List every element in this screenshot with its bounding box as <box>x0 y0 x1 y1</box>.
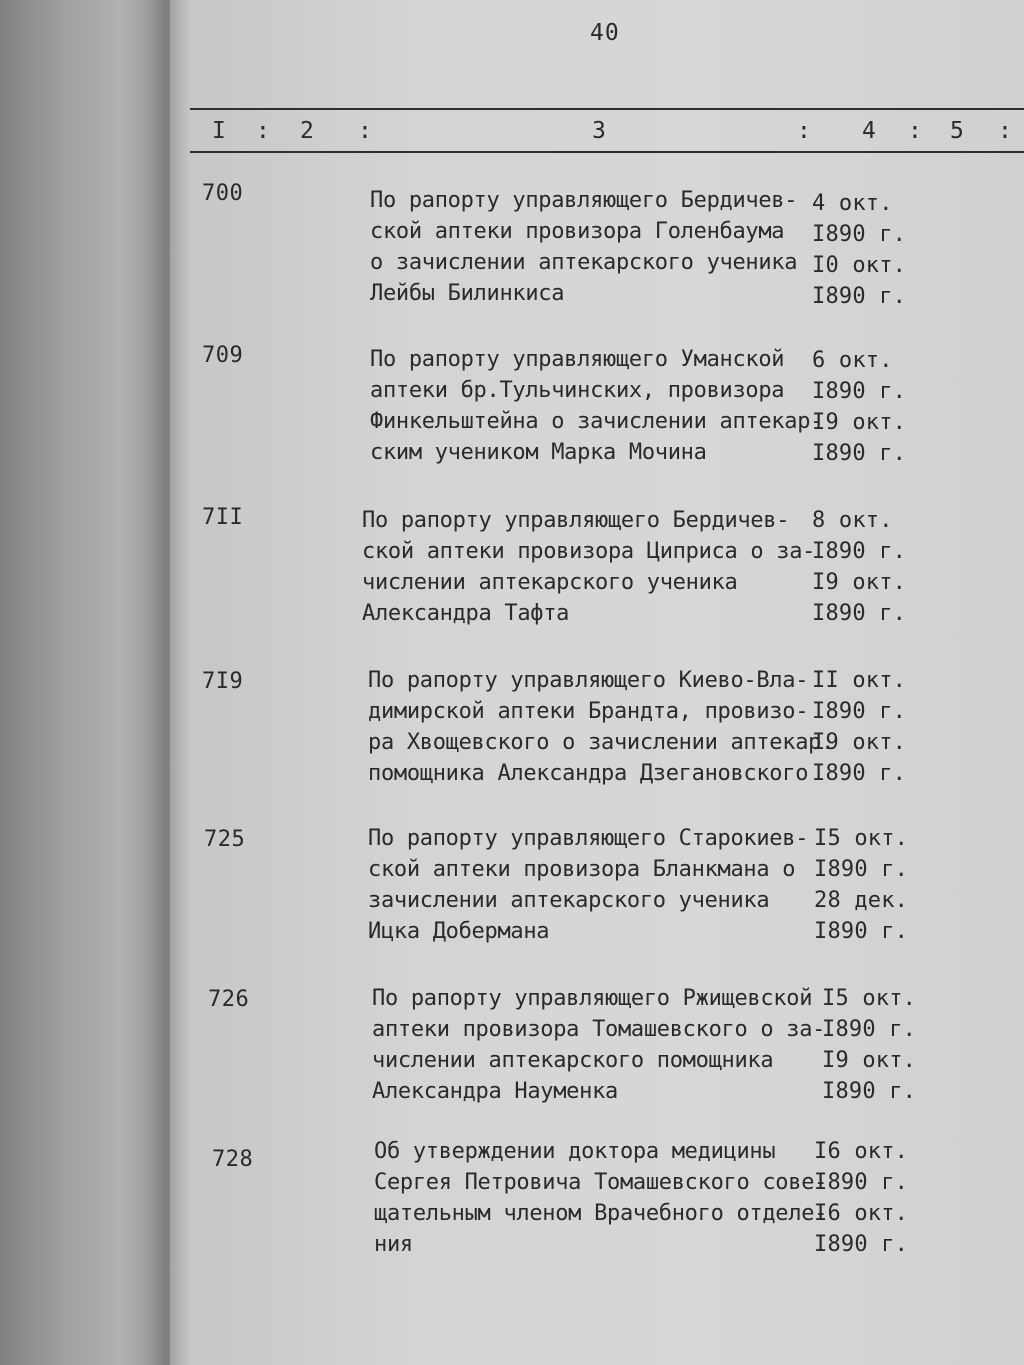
entry-number: 725 <box>204 827 246 852</box>
date-line: I0 окт. <box>812 253 907 278</box>
date-line: I5 окт. <box>822 986 917 1011</box>
entry-number: 700 <box>202 181 244 206</box>
description-line: Александра Науменка <box>372 1079 618 1104</box>
description-line: По рапорту управляющего Киево-Вла- <box>368 668 809 693</box>
description-line: помощника Александра Дзегановского <box>368 761 809 786</box>
date-line: I890 г. <box>812 222 907 247</box>
entry-dates <box>812 188 906 312</box>
entry-description <box>370 344 823 468</box>
description-line: димирской аптеки Брандта, провизо- <box>368 699 809 724</box>
date-line: I890 г. <box>812 441 907 466</box>
description-line: По рапорту управляющего Старокиев- <box>368 826 809 851</box>
date-line: I9 окт. <box>812 410 907 435</box>
entry-description <box>362 505 815 629</box>
date-line: I6 окт. <box>814 1201 909 1226</box>
date-line: I890 г. <box>812 601 907 626</box>
header-bottom-rule <box>190 151 1024 153</box>
entry-number: 7II <box>202 505 244 530</box>
description-line: По рапорту управляющего Ржищевской <box>372 986 813 1011</box>
column-header-separator: : <box>797 118 811 144</box>
description-line: числении аптекарского ученика <box>362 570 738 595</box>
entry-dates <box>812 345 906 469</box>
entry-description <box>368 665 834 789</box>
description-line: Ицка Добермана <box>368 919 550 944</box>
column-header-separator: : <box>998 118 1012 144</box>
date-line: I890 г. <box>814 857 909 882</box>
description-line: о зачислении аптекарского ученика <box>370 250 798 275</box>
date-line: 8 окт. <box>812 508 893 533</box>
entry-description <box>374 1136 827 1260</box>
description-line: числении аптекарского помощника <box>372 1048 774 1073</box>
description-line: Лейбы Билинкиса <box>370 281 565 306</box>
entry-dates <box>812 665 906 789</box>
entry-description <box>372 983 825 1107</box>
date-line: I890 г. <box>812 761 907 786</box>
date-line: I890 г. <box>822 1017 917 1042</box>
page-number: 40 <box>590 20 620 46</box>
entry-description <box>368 823 808 947</box>
date-line: I6 окт. <box>814 1139 909 1164</box>
date-line: I890 г. <box>814 919 909 944</box>
date-line: I890 г. <box>814 1232 909 1257</box>
column-header-separator: : <box>256 118 270 144</box>
date-line: I890 г. <box>812 284 907 309</box>
date-line: I9 окт. <box>822 1048 917 1073</box>
description-line: По рапорту управляющего Бердичев- <box>370 188 798 213</box>
entry-number: 7I9 <box>202 669 244 694</box>
date-line: 4 окт. <box>812 191 893 216</box>
description-line: ской аптеки провизора Бланкмана о <box>368 857 796 882</box>
description-line: ния <box>374 1232 413 1257</box>
column-header-separator: : <box>358 118 372 144</box>
description-line: По рапорту управляющего Уманской <box>370 347 785 372</box>
date-line: II окт. <box>812 668 907 693</box>
description-line: ской аптеки провизора Циприса о за- <box>362 539 816 564</box>
description-line: ским учеником Марка Мочина <box>370 440 707 465</box>
column-header-3: 3 <box>592 118 606 144</box>
date-line: I890 г. <box>814 1170 909 1195</box>
date-line: I9 окт. <box>812 730 907 755</box>
entry-number: 728 <box>212 1147 254 1172</box>
description-line: ской аптеки провизора Голенбаума <box>370 219 785 244</box>
date-line: I5 окт. <box>814 826 909 851</box>
description-line: зачислении аптекарского ученика <box>368 888 770 913</box>
book-spine-shadow <box>0 0 170 1365</box>
date-line: 6 окт. <box>812 348 893 373</box>
column-header-2: 2 <box>300 118 314 144</box>
description-line: ра Хвощевского о зачислении аптекар. <box>368 730 835 755</box>
column-header-1: I <box>212 118 226 144</box>
column-header-4: 4 <box>862 118 876 144</box>
date-line: I890 г. <box>822 1079 917 1104</box>
description-line: аптеки провизора Томашевского о за- <box>372 1017 826 1042</box>
entry-number: 726 <box>208 987 250 1012</box>
description-line: По рапорту управляющего Бердичев- <box>362 508 790 533</box>
description-line: Об утверждении доктора медицины <box>374 1139 776 1164</box>
entry-number: 709 <box>202 343 244 368</box>
date-line: 28 дек. <box>814 888 909 913</box>
description-line: аптеки бр.Тульчинских, провизора <box>370 378 785 403</box>
header-top-rule <box>190 108 1024 110</box>
column-header-5: 5 <box>950 118 964 144</box>
column-header-row <box>190 113 1024 149</box>
column-header-separator: : <box>908 118 922 144</box>
description-line: Александра Тафта <box>362 601 570 626</box>
entry-dates <box>812 505 906 629</box>
entry-dates <box>814 823 908 947</box>
description-line: Сергея Петровича Томашевского сове- <box>374 1170 828 1195</box>
date-line: I890 г. <box>812 699 907 724</box>
entry-dates <box>822 983 916 1107</box>
date-line: I9 окт. <box>812 570 907 595</box>
date-line: I890 г. <box>812 379 907 404</box>
description-line: Финкельштейна о зачислении аптекар- <box>370 409 824 434</box>
entry-dates <box>814 1136 908 1260</box>
description-line: щательным членом Врачебного отделе- <box>374 1201 828 1226</box>
date-line: I890 г. <box>812 539 907 564</box>
entry-description <box>370 185 797 309</box>
